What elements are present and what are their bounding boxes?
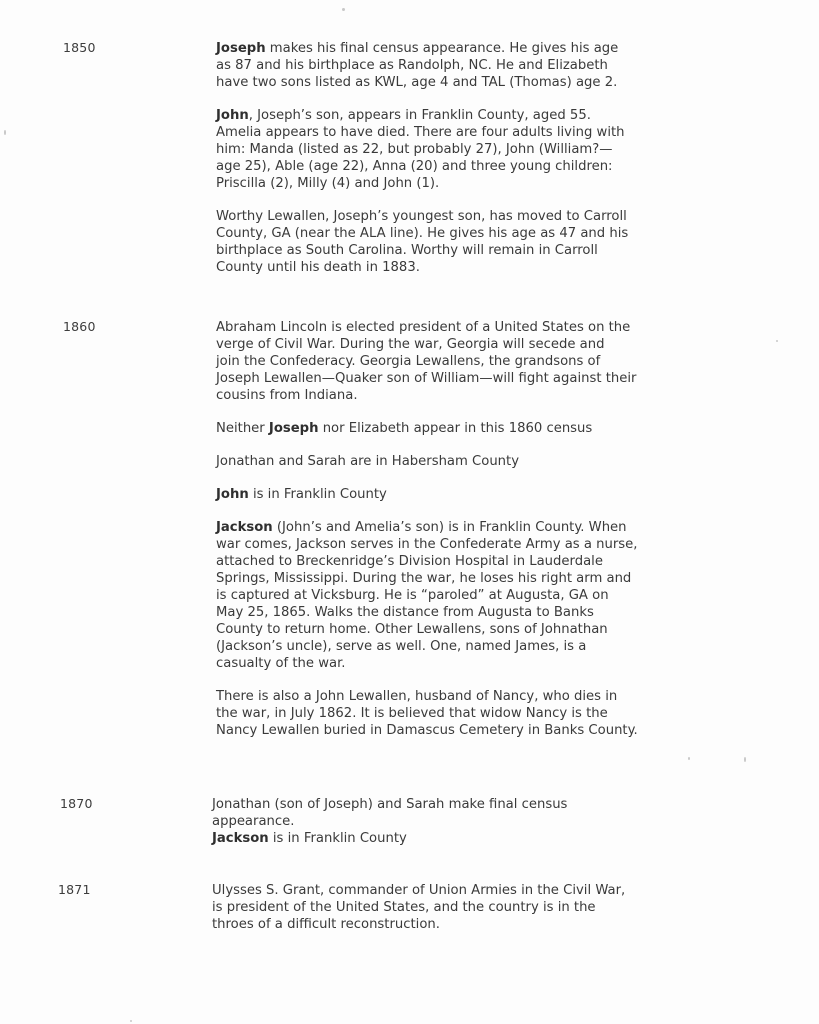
text-line <box>216 124 686 141</box>
person-name: Jackson <box>216 520 273 535</box>
line-text: makes his final census appearance. He gives his age <box>265 41 619 56</box>
paragraph <box>216 519 686 672</box>
line-text: is president of the United States, and the country is in the <box>212 900 596 915</box>
text-line <box>216 387 686 404</box>
line-text: Neither <box>216 421 269 436</box>
text-line <box>212 882 682 899</box>
line-text: Jonathan (son of Joseph) and Sarah make final census <box>212 797 568 812</box>
text-line <box>216 621 686 638</box>
line-text: birthplace as South Carolina. Worthy will remain in Carroll <box>216 243 598 258</box>
text-line <box>216 158 686 175</box>
year-label: 1870 <box>60 796 93 811</box>
line-text: Worthy Lewallen, Joseph’s youngest son, has moved to Carroll <box>216 209 627 224</box>
text-line <box>216 225 686 242</box>
line-text: Springs, Mississippi. During the war, he loses his right arm and <box>216 571 632 586</box>
person-name: Jackson <box>212 831 269 846</box>
paragraph <box>212 796 682 847</box>
text-line <box>216 141 686 158</box>
paragraph <box>216 107 686 192</box>
line-text: war comes, Jackson serves in the Confederate Army as a nurse, <box>216 537 638 552</box>
line-text: Priscilla (2), Milly (4) and John (1). <box>216 176 440 191</box>
line-text: May 25, 1865. Walks the distance from Augusta to Banks <box>216 605 594 620</box>
line-text: County to return home. Other Lewallens, sons of Johnathan <box>216 622 608 637</box>
scan-speck <box>744 757 746 762</box>
person-name: Joseph <box>216 41 266 56</box>
scan-speck <box>776 340 778 342</box>
entry-body <box>216 40 686 292</box>
line-text: age 25), Able (age 22), Anna (20) and three young children: <box>216 159 613 174</box>
text-line <box>216 242 686 259</box>
text-line <box>216 587 686 604</box>
text-line <box>216 536 686 553</box>
text-line <box>216 519 686 536</box>
paragraph <box>212 882 682 933</box>
text-line <box>216 638 686 655</box>
paragraph <box>216 486 686 503</box>
text-line <box>216 57 686 74</box>
entry-body <box>212 882 682 949</box>
line-text: attached to Breckenridge’s Division Hospital in Lauderdale <box>216 554 603 569</box>
scan-speck <box>4 130 6 135</box>
person-name: John <box>216 487 249 502</box>
text-line <box>216 208 686 225</box>
text-line <box>216 40 686 57</box>
entry-body <box>212 796 682 863</box>
person-name: John <box>216 108 249 123</box>
text-line <box>216 722 686 739</box>
line-text: join the Confederacy. Georgia Lewallens, the grandsons of <box>216 354 601 369</box>
line-text: Ulysses S. Grant, commander of Union Armies in the Civil War, <box>212 883 626 898</box>
paragraph <box>216 40 686 91</box>
entry-body <box>216 319 686 755</box>
line-text: Nancy Lewallen buried in Damascus Cemetery in Banks County. <box>216 723 638 738</box>
line-text: (Jackson’s uncle), serve as well. One, named James, is a <box>216 639 587 654</box>
line-text: nor Elizabeth appear in this 1860 census <box>318 421 593 436</box>
text-line <box>216 353 686 370</box>
text-line <box>212 899 682 916</box>
text-line <box>216 336 686 353</box>
line-text: the war, in July 1862. It is believed that widow Nancy is the <box>216 706 608 721</box>
line-text: cousins from Indiana. <box>216 388 358 403</box>
line-text: , Joseph’s son, appears in Franklin County, aged 55. <box>248 108 591 123</box>
text-line <box>216 107 686 124</box>
paragraph <box>216 319 686 404</box>
text-line <box>216 370 686 387</box>
text-line <box>212 830 682 847</box>
line-text: is in Franklin County <box>248 487 387 502</box>
year-label: 1871 <box>58 882 91 897</box>
line-text: have two sons listed as KWL, age 4 and TAL (Thomas) age 2. <box>216 75 618 90</box>
line-text: appearance. <box>212 814 295 829</box>
text-line <box>212 813 682 830</box>
text-line <box>216 705 686 722</box>
text-line <box>216 553 686 570</box>
scan-speck <box>342 8 345 11</box>
text-line <box>216 655 686 672</box>
line-text: verge of Civil War. During the war, Georgia will secede and <box>216 337 605 352</box>
text-line <box>216 486 686 503</box>
year-label: 1860 <box>63 319 96 334</box>
line-text: Joseph Lewallen—Quaker son of William—will fight against their <box>216 371 637 386</box>
text-line <box>216 688 686 705</box>
text-line <box>212 916 682 933</box>
line-text: There is also a John Lewallen, husband of Nancy, who dies in <box>216 689 618 704</box>
year-label: 1850 <box>63 40 96 55</box>
paragraph <box>216 688 686 739</box>
person-name: Joseph <box>268 421 319 436</box>
text-line <box>216 570 686 587</box>
text-line <box>216 319 686 336</box>
text-line <box>216 74 686 91</box>
text-line <box>212 796 682 813</box>
text-line <box>216 420 686 437</box>
line-text: County until his death in 1883. <box>216 260 420 275</box>
text-line <box>216 175 686 192</box>
text-line <box>216 453 686 470</box>
text-line <box>216 259 686 276</box>
line-text: is captured at Vicksburg. He is “paroled” at Augusta, GA on <box>216 588 609 603</box>
scan-speck <box>688 757 690 760</box>
line-text: is in Franklin County <box>268 831 407 846</box>
text-line <box>216 604 686 621</box>
line-text: County, GA (near the ALA line). He gives his age as 47 and his <box>216 226 629 241</box>
line-text: Amelia appears to have died. There are four adults living with <box>216 125 625 140</box>
line-text: as 87 and his birthplace as Randolph, NC. He and Elizabeth <box>216 58 608 73</box>
line-text: throes of a difficult reconstruction. <box>212 917 440 932</box>
line-text: casualty of the war. <box>216 656 346 671</box>
scan-speck <box>130 1020 132 1022</box>
paragraph <box>216 420 686 437</box>
line-text: (John’s and Amelia’s son) is in Franklin County. When <box>272 520 627 535</box>
line-text: him: Manda (listed as 22, but probably 27), John (William?— <box>216 142 613 157</box>
line-text: Abraham Lincoln is elected president of a United States on the <box>216 320 631 335</box>
line-text: Jonathan and Sarah are in Habersham County <box>216 454 520 469</box>
paragraph <box>216 453 686 470</box>
paragraph <box>216 208 686 276</box>
